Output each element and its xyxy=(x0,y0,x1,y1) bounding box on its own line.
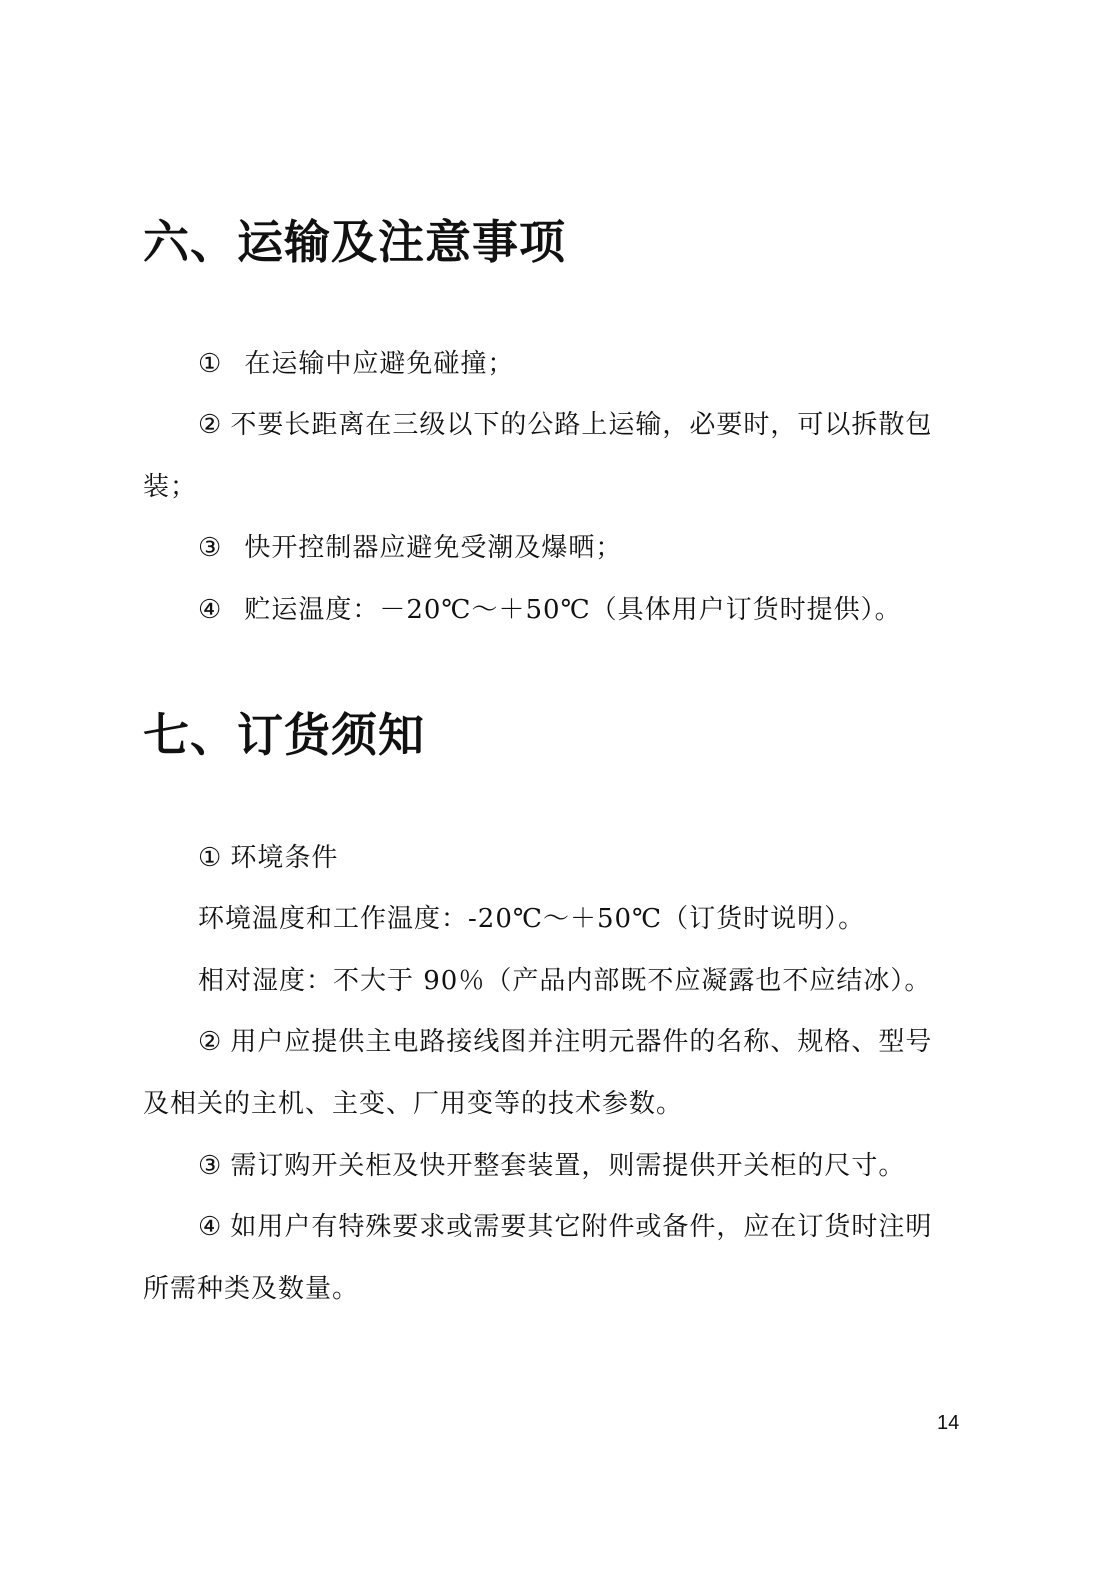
section-7-item-1 xyxy=(198,841,338,875)
item-text: 用户应提供主电路接线图并注明元器件的名称、规格、型号 xyxy=(230,1027,933,1057)
item-marker: ④ xyxy=(198,1212,223,1242)
section-6-title: 六、运输及注意事项 xyxy=(143,215,566,269)
page-number: 14 xyxy=(937,1412,960,1434)
section-7-item-3 xyxy=(198,1149,905,1183)
item-marker: ③ xyxy=(198,533,223,563)
section-7-title: 七、订货须知 xyxy=(143,708,425,762)
section-7-item-4-continuation: 所需种类及数量。 xyxy=(143,1274,360,1304)
item-text: 需订购开关柜及快开整套装置，则需提供开关柜的尺寸。 xyxy=(230,1151,906,1181)
section-6-item-4 xyxy=(198,593,902,627)
item-text: 如用户有特殊要求或需要其它附件或备件，应在订货时注明 xyxy=(230,1212,933,1242)
item-text: 不要长距离在三级以下的公路上运输，必要时，可以拆散包 xyxy=(230,410,933,440)
item-marker: ① xyxy=(198,843,223,873)
section-6-item-2-continuation: 装； xyxy=(143,472,198,502)
section-6-item-3 xyxy=(198,531,622,565)
item-marker: ② xyxy=(198,1027,223,1057)
section-7-item-2-continuation: 及相关的主机、主变、厂用变等的技术参数。 xyxy=(143,1089,684,1119)
section-7-item-2 xyxy=(198,1025,932,1059)
item-text: 环境条件 xyxy=(230,843,339,873)
item-text: 快开控制器应避免受潮及爆晒； xyxy=(244,533,623,563)
item-marker: ④ xyxy=(198,595,223,625)
item-marker: ② xyxy=(198,410,223,440)
item-marker: ① xyxy=(198,349,223,379)
section-6-item-2 xyxy=(198,408,932,442)
section-7-item-4 xyxy=(198,1210,932,1244)
item-marker: ③ xyxy=(198,1151,223,1181)
item-text: 在运输中应避免碰撞； xyxy=(244,349,515,379)
section-7-item-1-ambient-temperature: 环境温度和工作温度：-20℃～＋50℃（订货时说明）。 xyxy=(198,904,866,934)
item-text: 贮运温度：－20℃～＋50℃（具体用户订货时提供）。 xyxy=(244,595,902,625)
section-6-item-1 xyxy=(198,347,514,381)
section-7-item-1-relative-humidity: 相对湿度：不大于 90％（产品内部既不应凝露也不应结冰）。 xyxy=(198,966,932,996)
